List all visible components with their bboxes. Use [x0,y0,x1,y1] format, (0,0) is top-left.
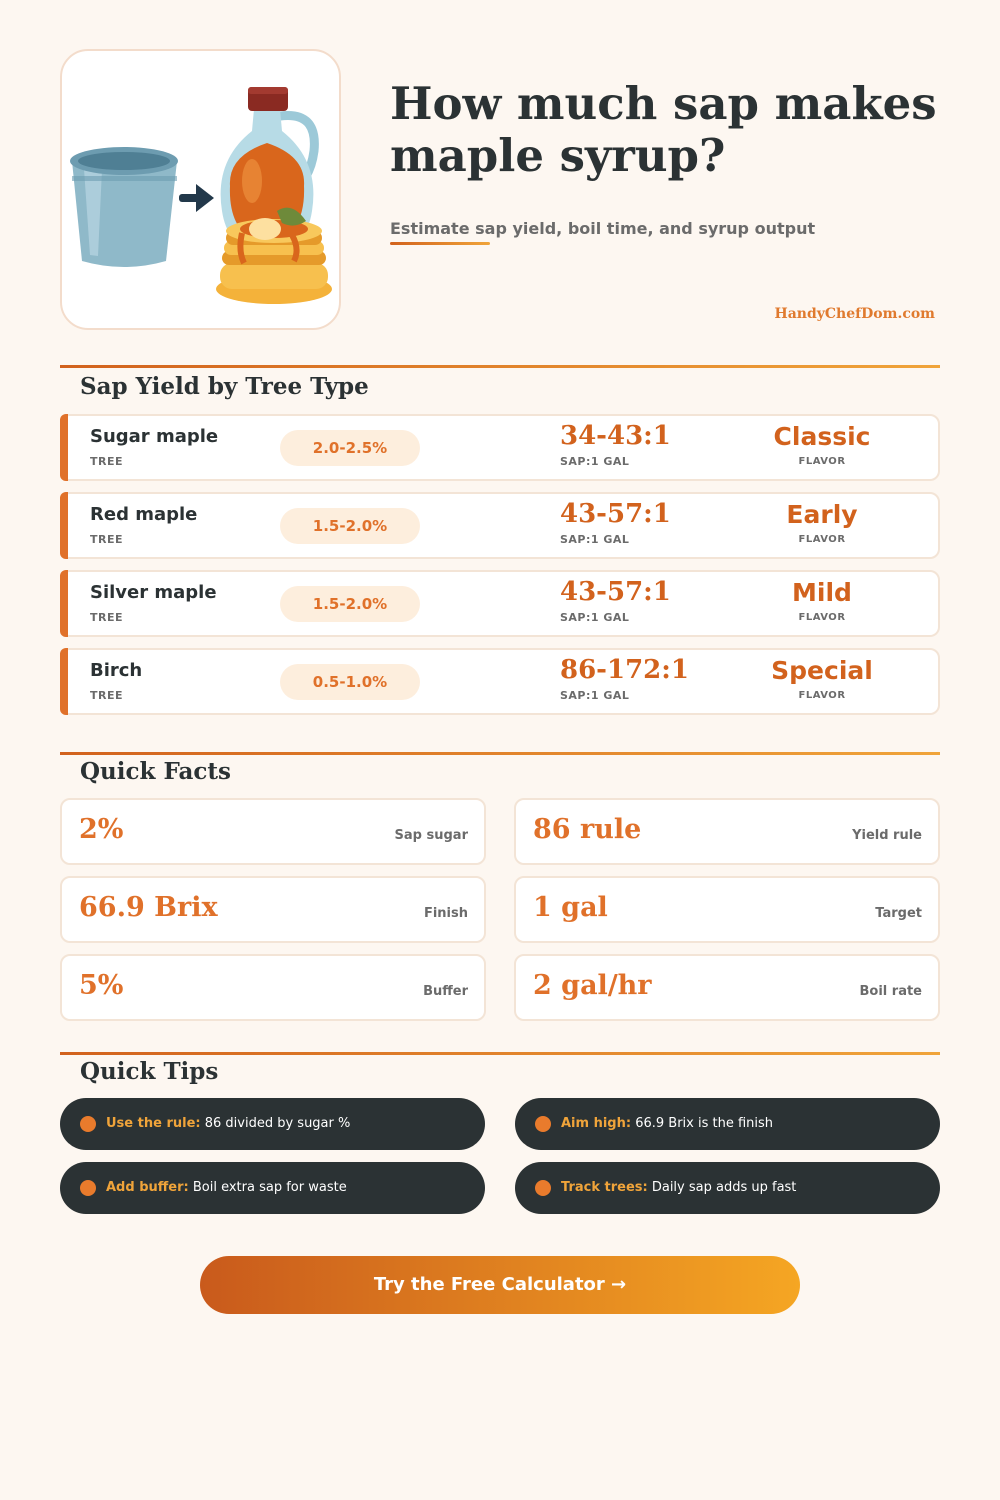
fact-card [60,954,486,1021]
tree-name: Birch [90,660,143,681]
ratio-label: SAP:1 GAL [560,611,630,624]
flavor-value: Special [771,656,873,685]
tip-pill [515,1162,940,1214]
fact-label: Yield rule [852,828,922,843]
tree-label: TREE [90,533,124,546]
sugar-percent-pill: 1.5-2.0% [280,586,420,622]
tree-row [60,492,940,559]
row-accent [60,492,68,559]
flavor-label: FLAVOR [798,690,846,701]
page-subtitle: Estimate sap yield, boil time, and syrup output [390,219,816,238]
fact-label: Boil rate [859,984,922,999]
section-divider [60,752,940,755]
fact-value: 5% [79,970,124,1001]
row-accent [60,570,68,637]
sap-ratio: 86-172:1 [560,655,689,685]
fact-value: 1 gal [533,892,608,923]
sap-ratio: 43-57:1 [560,577,671,607]
row-accent [60,414,68,481]
tree-label: TREE [90,455,124,468]
flavor-label: FLAVOR [798,612,846,623]
fact-label: Buffer [423,984,468,999]
sugar-percent-pill: 0.5-1.0% [280,664,420,700]
tip-text: Daily sap adds up fast [651,1180,797,1195]
fact-card [60,798,486,865]
tip-text: 66.9 Brix is the finish [635,1116,774,1131]
fact-value: 66.9 Brix [79,892,218,923]
ratio-label: SAP:1 GAL [560,533,630,546]
hero-illustration-card [60,49,341,330]
fact-value: 2 gal/hr [533,970,652,1001]
tip-text: 86 divided by sugar % [204,1116,351,1131]
tip-heading: Use the rule: [106,1116,201,1131]
tree-name: Red maple [90,504,198,525]
sap-ratio: 43-57:1 [560,499,671,529]
row-accent [60,648,68,715]
fact-label: Finish [423,906,468,921]
sugar-percent-pill: 2.0-2.5% [280,430,420,466]
tree-name: Silver maple [90,582,217,603]
yield-section-title: Sap Yield by Tree Type [80,373,369,400]
tree-row [60,570,940,637]
arrow-right-icon [179,184,214,212]
fact-card [514,876,940,943]
fact-value: 86 rule [533,814,642,845]
brand-link[interactable]: HandyChefDom.com [774,306,935,322]
bullet-dot-icon [535,1180,551,1196]
fact-value: 2% [79,814,124,845]
tip-pill [60,1098,485,1150]
tree-label: TREE [90,689,124,702]
flavor-label: FLAVOR [798,534,846,545]
tree-row [60,648,940,715]
fact-card [60,876,486,943]
flavor-value: Mild [792,578,852,607]
calculator-cta-button[interactable]: Try the Free Calculator → [200,1256,800,1314]
flavor-value: Classic [773,422,871,451]
tip-heading: Aim high: [561,1116,632,1131]
tips-section-title: Quick Tips [80,1058,219,1085]
tree-name: Sugar maple [90,426,219,447]
subtitle-underline [390,242,490,245]
facts-section-title: Quick Facts [80,758,231,785]
tip-pill [515,1098,940,1150]
tip-heading: Track trees: [561,1180,648,1195]
flavor-value: Early [786,500,858,529]
tip-heading: Add buffer: [106,1180,189,1195]
flavor-label: FLAVOR [798,456,846,467]
tip-text: Boil extra sap for waste [192,1180,347,1195]
fact-label: Target [875,906,922,921]
fact-card [514,798,940,865]
bullet-dot-icon [80,1116,96,1132]
sap-bucket-icon [70,147,178,267]
sugar-percent-pill: 1.5-2.0% [280,508,420,544]
fact-card [514,954,940,1021]
ratio-label: SAP:1 GAL [560,689,630,702]
tip-pill [60,1162,485,1214]
fact-label: Sap sugar [394,828,468,843]
ratio-label: SAP:1 GAL [560,455,630,468]
bullet-dot-icon [80,1180,96,1196]
tree-row [60,414,940,481]
section-divider [60,1052,940,1055]
page-title: How much sap makes maple syrup? [390,77,937,182]
section-divider [60,365,940,368]
tree-label: TREE [90,611,124,624]
bullet-dot-icon [535,1116,551,1132]
sap-ratio: 34-43:1 [560,421,671,451]
